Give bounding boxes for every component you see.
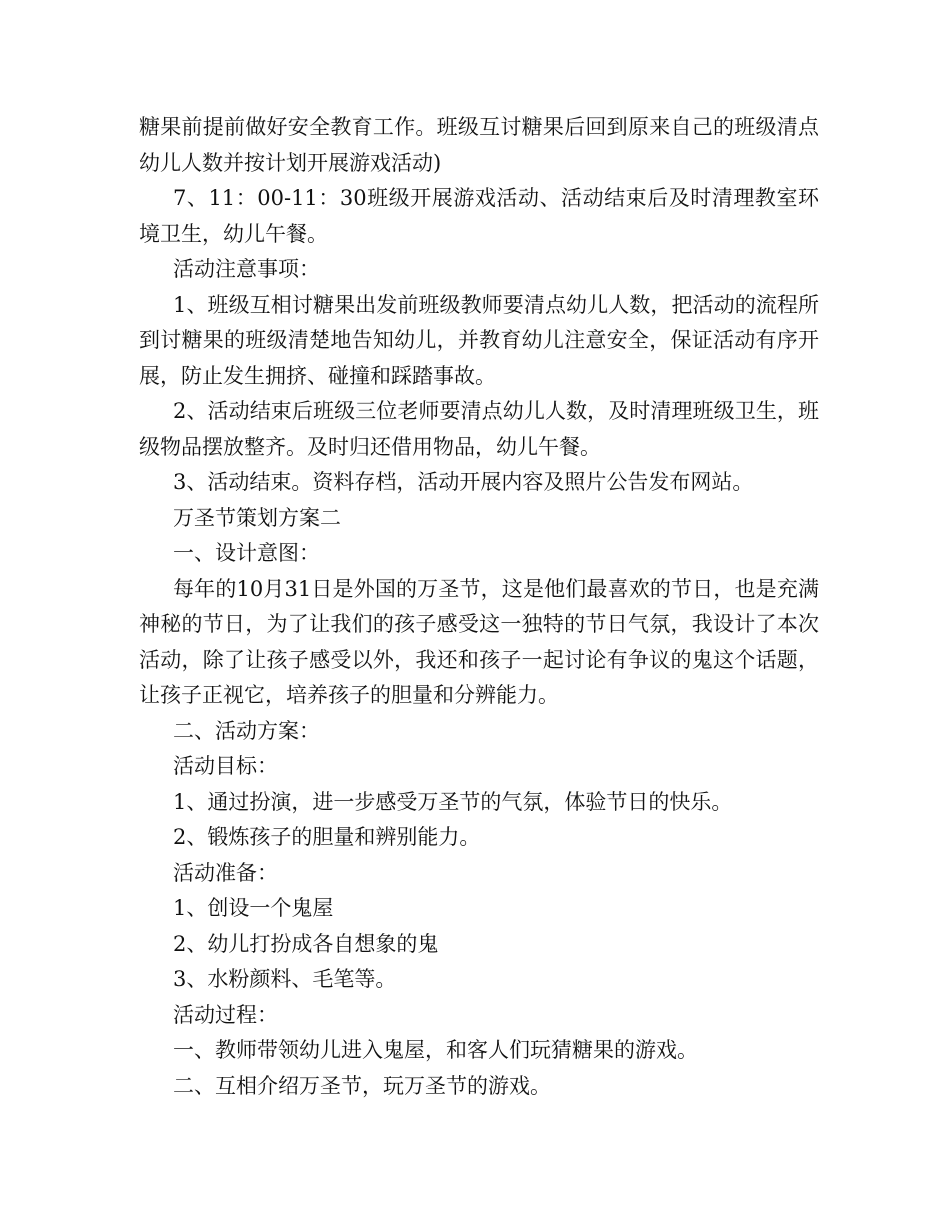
list-item: 3、水粉颜料、毛笔等。 — [173, 967, 397, 991]
paragraph: 1、班级互相讨糖果出发前班级教师要清点幼儿人数，把活动的流程所到讨糖果的班级清楚地告知幼儿，并教育幼儿注意安全，保证活动有序开展，防止发生拥挤、碰撞和踩踏事故。 — [139, 292, 819, 388]
section-heading: 一、设计意图： — [173, 541, 320, 565]
section-heading: 活动过程： — [173, 1002, 278, 1027]
list-item: 二、互相介绍万圣节，玩万圣节的游戏。 — [173, 1073, 551, 1098]
paragraph: 每年的10月31日是外国的万圣节，这是他们最喜欢的节日，也是充满神秘的节日，为了让我们的孩子感受这一独特的节日气氛，我设计了本次活动，除了让孩子感受以外，我还和孩子一起讨论有争议的鬼这个话题，让孩子正视它，培养孩子的胆量和分辨能力。 — [139, 576, 819, 707]
list-item: 2、幼儿打扮成各自想象的鬼 — [173, 931, 439, 956]
list-item: 1、通过扮演，进一步感受万圣节的气氛，体验节日的快乐。 — [173, 789, 733, 814]
paragraph: 3、活动结束。资料存档，活动开展内容及照片公告发布网站。 — [173, 470, 754, 494]
section-heading: 二、活动方案： — [173, 718, 320, 743]
section-heading: 活动目标： — [173, 754, 278, 778]
section-heading: 万圣节策划方案二 — [173, 505, 341, 530]
paragraph: 2、活动结束后班级三位老师要清点幼儿人数，及时清理班级卫生，班级物品摆放整齐。及时归还借用物品，幼儿午餐。 — [139, 399, 819, 459]
list-item: 2、锻炼孩子的胆量和辨别能力。 — [173, 825, 481, 849]
section-heading: 活动注意事项： — [173, 257, 320, 281]
paragraph: 糖果前提前做好安全教育工作。班级互讨糖果后回到原来自己的班级清点幼儿人数并按计划开展游戏活动) — [139, 115, 819, 175]
list-item: 1、创设一个鬼屋 — [173, 896, 334, 920]
list-item: 一、教师带领幼儿进入鬼屋，和客人们玩猜糖果的游戏。 — [173, 1038, 698, 1062]
paragraph: 7、11：00-11：30班级开展游戏活动、活动结束后及时清理教室环境卫生，幼儿午餐。 — [139, 186, 819, 246]
section-heading: 活动准备： — [173, 860, 278, 885]
document-body — [139, 110, 819, 1104]
